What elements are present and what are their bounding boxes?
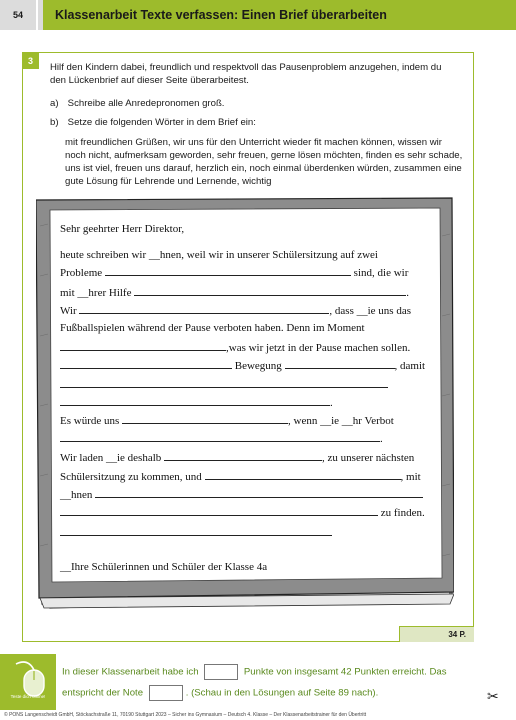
result-line-1 (62, 664, 447, 680)
gap-input[interactable] (95, 488, 423, 498)
gap-input[interactable] (60, 506, 378, 516)
letter-line-1: heute schreiben wir __hnen, weil wir in unserer Schülersitzung auf zwei (60, 249, 378, 261)
letter-line-7 (60, 359, 425, 372)
subtask-b (50, 116, 256, 129)
gap-input[interactable] (60, 378, 388, 388)
letter-line-11-end: . (380, 433, 383, 445)
mouse-icon (0, 654, 56, 710)
gap-input[interactable] (60, 341, 226, 351)
letter-line-2 (60, 266, 408, 279)
letter-line-7-end: , damit (394, 360, 426, 372)
word-list: mit freundlichen Grüßen, wir uns für den Unterricht wieder fit machen können, wissen wir noch nicht, aufmerksam geworden, sehr freuen, gerne lösen möchten, finden es sehr schade, uns ist viel, freuen uns darauf, herzlich ein, noch einmal überdenken würden, zusammen eine gute Lösung für Lehrende und Lernende, wichtig (65, 137, 463, 187)
letter-line-4 (60, 304, 411, 317)
subtask-b-label: b) (50, 117, 59, 128)
gap-input[interactable] (205, 470, 401, 480)
letter-line-13-start: Schülersitzung zu kommen, und (60, 471, 202, 483)
gap-input[interactable] (79, 304, 329, 314)
points-input[interactable] (204, 664, 238, 680)
task-number-badge: 3 (22, 52, 39, 69)
online-test-label: Teste dich online! (10, 694, 46, 699)
gap-input[interactable] (285, 359, 395, 369)
letter-line-12-start: Wir laden __ie deshalb (60, 452, 162, 464)
score-badge: 34 P. (399, 626, 474, 642)
letter-line-4-end: , dass __ie uns das (329, 305, 411, 317)
letter-line-12-end: , zu unserer nächsten (322, 452, 415, 464)
letter-line-15-end: zu finden. (380, 507, 425, 519)
letter-line-9-end: . (330, 397, 333, 409)
page-number: 54 (12, 10, 23, 20)
letter-line-14-start: __hnen (60, 489, 93, 501)
result-text-1a: In dieser Klassenarbeit habe ich (62, 666, 199, 678)
result-text-2b: . (Schau in den Lösungen auf Seite 89 nach). (185, 687, 379, 699)
letter-line-5: Fußballspielen während der Pause verboten haben. Denn im Moment (60, 322, 365, 334)
letter-line-8 (60, 378, 388, 391)
letter-line-10-start: Es würde uns (60, 415, 120, 427)
letter-signature: __Ihre Schülerinnen und Schüler der Klasse 4a (60, 561, 268, 573)
gap-input[interactable] (60, 432, 380, 442)
subtask-a (50, 97, 224, 110)
letter-line-2-end: sind, die wir (353, 267, 409, 279)
gap-input[interactable] (60, 359, 232, 369)
letter-line-7-mid: Bewegung (234, 360, 282, 372)
letter-line-4-start: Wir (60, 305, 77, 317)
letter-line-3 (60, 286, 409, 299)
letter-line-9 (60, 396, 333, 409)
letter-line-11 (60, 432, 383, 445)
gap-input[interactable] (164, 451, 322, 461)
gap-input[interactable] (60, 526, 332, 536)
gap-input[interactable] (60, 396, 330, 406)
letter-line-13-end: , mit (400, 471, 421, 483)
letter-line-6-end: ,was wir jetzt in der Pause machen sollen. (226, 342, 411, 354)
letter-line-16 (60, 526, 332, 539)
letter-line-13 (60, 470, 421, 483)
copyright-line: © PONS Langenscheidt GmbH, Stöckachstraße 11, 70190 Stuttgart 2023 – Sicher ins Gymnasium – Deutsch 4. Klasse – Der Klassenarbeitstrainer für den Übertritt (4, 712, 367, 718)
result-line-2 (62, 685, 378, 701)
page-header (0, 0, 516, 30)
letter-line-10 (60, 414, 394, 427)
gap-input[interactable] (122, 414, 288, 424)
letter-line-6 (60, 341, 410, 354)
letter-line-3-start: mit __hrer Hilfe (60, 287, 132, 299)
subtask-a-text: Schreibe alle Anredepronomen groß. (67, 98, 225, 109)
task-intro: Hilf den Kindern dabei, freundlich und respektvoll das Pausenproblem anzugehen, indem du den Lückenbrief auf dieser Seite überarbeitest. (50, 62, 442, 86)
subtask-a-label: a) (50, 98, 59, 109)
letter-line-15 (60, 506, 425, 519)
letter-line-12 (60, 451, 414, 464)
result-text-1b: Punkte von insgesamt 42 Punkten erreicht. Das (243, 666, 447, 678)
gap-input[interactable] (134, 286, 406, 296)
letter-line-2-start: Probleme (60, 267, 103, 279)
subtask-b-text: Setze die folgenden Wörter in dem Brief ein: (67, 117, 256, 128)
scissors-icon: ✂ (487, 688, 499, 704)
grade-input[interactable] (149, 685, 183, 701)
letter-line-3-end: . (406, 287, 409, 299)
header-divider (36, 0, 38, 30)
letter-salutation: Sehr geehrter Herr Direktor, (60, 223, 185, 235)
page-title: Klassenarbeit Texte verfassen: Einen Brief überarbeiten (43, 0, 516, 30)
gap-input[interactable] (105, 266, 351, 276)
result-text-2a: entspricht der Note (62, 687, 144, 699)
online-test-panel[interactable] (0, 654, 56, 710)
letter-line-10-end: , wenn __ie __hr Verbot (288, 415, 394, 427)
letter-line-14 (60, 488, 423, 501)
